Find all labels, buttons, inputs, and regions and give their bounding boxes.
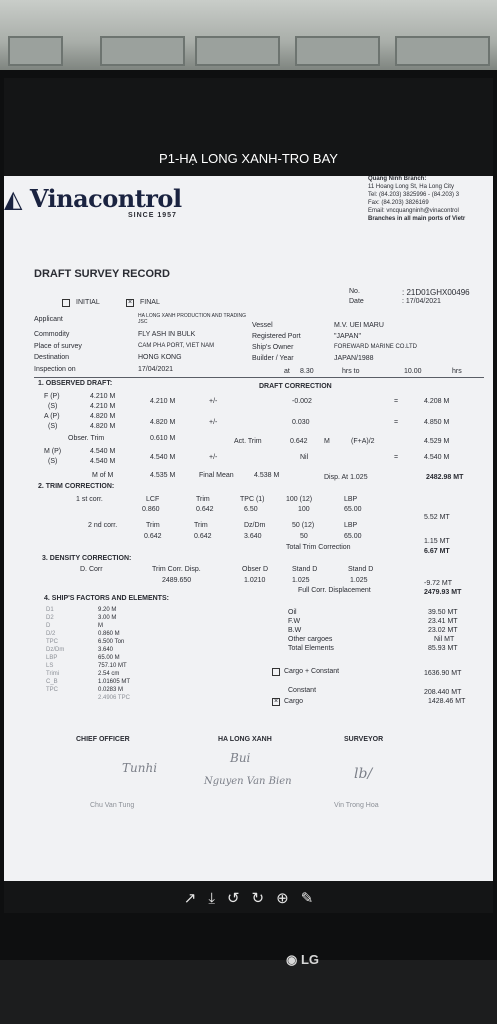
factor-value: 3.00 M bbox=[98, 615, 117, 621]
destination-value: HONG KONG bbox=[138, 354, 182, 361]
factor-value: 65.00 M bbox=[98, 655, 120, 661]
factor-value: 3.640 bbox=[98, 647, 114, 653]
density-heading: 3. DENSITY CORRECTION: bbox=[42, 555, 132, 562]
equals: = bbox=[394, 398, 399, 405]
other-label: Other cargoes bbox=[288, 636, 333, 643]
density-obs-value: 1.0210 bbox=[244, 577, 266, 584]
ms-label: (S) bbox=[48, 458, 58, 465]
disp-value: 2482.98 MT bbox=[426, 474, 464, 481]
shelf bbox=[195, 36, 280, 66]
factor-value: 9.20 M bbox=[98, 607, 117, 613]
surveyor-label: SURVEYOR bbox=[344, 736, 384, 743]
hundred-header: 100 (12) bbox=[286, 496, 313, 503]
surveyor-name: Vin Trong Hoa bbox=[334, 802, 379, 809]
at-label: at bbox=[284, 368, 290, 375]
r2-lbp: 65.00 bbox=[344, 533, 362, 540]
no-value: : 21D01GHX00496 bbox=[402, 288, 470, 297]
branch-line: Tel: (84.203) 3825996 - (84.203) 3 bbox=[368, 192, 460, 198]
stand-d2-label: Stand D bbox=[348, 566, 374, 573]
r1-tpc: 6.50 bbox=[244, 506, 258, 513]
m-result: 4.540 M bbox=[424, 454, 450, 461]
ap-label: A (P) bbox=[44, 413, 60, 420]
hrs-label: hrs bbox=[452, 368, 462, 375]
vessel-label: Vessel bbox=[252, 322, 273, 329]
dzdm-header: Dz/Dm bbox=[244, 522, 266, 529]
surveyor-signature: lb/ bbox=[354, 766, 373, 782]
company-sign-label: HA LONG XANH bbox=[218, 736, 272, 743]
factor-label: Trimi bbox=[46, 671, 60, 677]
disp-label: Disp. At 1.025 bbox=[324, 474, 368, 481]
share-icon[interactable]: ↗ bbox=[183, 890, 197, 907]
cargo-label: Cargo bbox=[284, 698, 304, 705]
f-result: 4.208 M bbox=[424, 398, 450, 405]
oil-value: 39.50 MT bbox=[428, 609, 458, 616]
applicant-label: Applicant bbox=[34, 316, 63, 323]
other-value: Nil MT bbox=[434, 636, 455, 643]
a-mean: 4.820 M bbox=[150, 419, 176, 426]
cargo-constant-checkbox bbox=[272, 668, 280, 676]
tpc-header: TPC (1) bbox=[240, 496, 265, 503]
download-icon[interactable]: ⤓ bbox=[208, 889, 215, 907]
owner-value: FOREWARD MARINE CO.LTD bbox=[334, 344, 418, 350]
factor-value: 1.01605 MT bbox=[98, 679, 131, 685]
total-elements-label: Total Elements bbox=[288, 645, 334, 652]
fp-value: 4.210 M bbox=[90, 393, 116, 400]
fp-label: F (P) bbox=[44, 393, 60, 400]
shelf bbox=[295, 36, 380, 66]
factor-value: 6.500 Ton bbox=[98, 639, 125, 645]
trim-header: Trim bbox=[196, 496, 210, 503]
fw-value: 23.41 MT bbox=[428, 618, 458, 625]
factor-label: D/2 bbox=[46, 631, 56, 637]
equals: = bbox=[394, 454, 399, 461]
f-correction: -0.002 bbox=[292, 398, 312, 405]
shelf bbox=[395, 36, 490, 66]
at-value: 8.30 bbox=[300, 368, 314, 375]
builder-value: JAPAN/1988 bbox=[334, 355, 374, 362]
no-label: No. bbox=[349, 288, 360, 295]
fs-label: (S) bbox=[48, 403, 58, 410]
factor-label: TPC bbox=[46, 639, 58, 645]
vessel-value: M.V. UEI MARU bbox=[334, 322, 384, 329]
builder-label: Builder / Year bbox=[252, 355, 294, 362]
factor-label: LS bbox=[46, 663, 54, 669]
initial-label: INITIAL bbox=[76, 299, 100, 306]
lbp-header: LBP bbox=[344, 522, 358, 529]
obser-d-label: Obser D bbox=[242, 566, 269, 573]
fifty-header: 50 (12) bbox=[292, 522, 315, 529]
branch-line: Quang Ninh Branch: bbox=[368, 176, 427, 182]
r2-dzdm: 3.640 bbox=[244, 533, 262, 540]
divider bbox=[34, 377, 484, 378]
a-correction: 0.030 bbox=[292, 419, 310, 426]
density-std-value: 1.025 bbox=[292, 577, 310, 584]
density-std2-value: 1.025 bbox=[350, 577, 368, 584]
m-mean: 4.540 M bbox=[150, 454, 176, 461]
background-room bbox=[0, 0, 497, 70]
ap-value: 4.820 M bbox=[90, 413, 116, 420]
place-value: CAM PHA PORT, VIET NAM bbox=[138, 343, 215, 349]
trim-header: Trim bbox=[194, 522, 208, 529]
date-label: Date bbox=[349, 298, 364, 305]
factor-label: TPC bbox=[46, 687, 58, 693]
mom-value: 4.535 M bbox=[150, 472, 176, 479]
lg-logo: ◉ LG bbox=[286, 952, 320, 967]
branch-line: Fax: (84.203) 3826169 bbox=[368, 200, 429, 206]
mom-label: M of M bbox=[92, 472, 114, 479]
factor-label: D2 bbox=[46, 615, 54, 621]
fw-label: F.W bbox=[288, 618, 301, 625]
lcf-header: LCF bbox=[146, 496, 160, 503]
density-result: -9.72 MT bbox=[424, 580, 453, 587]
cargo-value: 1428.46 MT bbox=[428, 698, 466, 705]
r2-trim2: 0.642 bbox=[194, 533, 212, 540]
company-logo: ◭ Vinacontrol bbox=[4, 184, 182, 213]
branch-line: Branches in all main ports of Vietr bbox=[368, 216, 466, 222]
destination-label: Destination bbox=[34, 354, 70, 361]
r1-result: 5.52 MT bbox=[424, 514, 450, 521]
mp-value: 4.540 M bbox=[90, 448, 116, 455]
plus-minus: +/- bbox=[209, 398, 218, 405]
hrs-to-label: hrs to bbox=[342, 368, 360, 375]
obs-trim-value: 0.610 M bbox=[150, 435, 176, 442]
bw-value: 23.02 MT bbox=[428, 627, 458, 634]
trim-heading: 2. TRIM CORRECTION: bbox=[38, 483, 115, 490]
constant-value: 208.440 MT bbox=[424, 689, 462, 696]
act-trim-value: 0.642 bbox=[290, 438, 308, 445]
total-trim-label: Total Trim Correction bbox=[286, 544, 351, 551]
m-unit: M bbox=[324, 438, 330, 445]
owner-label: Ship's Owner bbox=[252, 344, 294, 351]
stand-d-label: Stand D bbox=[292, 566, 318, 573]
r2-result: 1.15 MT bbox=[424, 538, 450, 545]
factor-value: 2.54 cm bbox=[98, 671, 120, 677]
r1-lcf: 0.860 bbox=[142, 506, 160, 513]
port-value: "JAPAN" bbox=[334, 333, 362, 340]
full-corr-label: Full Corr. Displacement bbox=[298, 587, 371, 594]
r1-trim: 0.642 bbox=[196, 506, 214, 513]
record-title: DRAFT SURVEY RECORD bbox=[34, 268, 170, 280]
full-corr-value: 2479.93 MT bbox=[424, 589, 462, 596]
second-corr-label: 2 nd corr. bbox=[88, 522, 118, 529]
m-correction: Nil bbox=[300, 454, 309, 461]
shelf bbox=[100, 36, 185, 66]
factor-value: 0.860 M bbox=[98, 631, 120, 637]
dcorr-label: D. Corr bbox=[80, 566, 103, 573]
place-label: Place of survey bbox=[34, 343, 82, 350]
r2-fifty: 50 bbox=[300, 533, 308, 540]
factor-value: M bbox=[98, 623, 103, 629]
monitor-screen bbox=[4, 78, 493, 913]
rotate-right-icon[interactable]: ↻ bbox=[251, 890, 265, 907]
shelf bbox=[8, 36, 63, 66]
window-title: P1-HẠ LONG XANH-TRO BAY bbox=[159, 151, 338, 166]
port-label: Registered Port bbox=[252, 333, 301, 340]
factor-extra: 2.4906 TPC bbox=[98, 695, 130, 701]
factor-value: 0.0283 M bbox=[98, 687, 124, 693]
chief-officer-label: CHIEF OFFICER bbox=[76, 736, 130, 743]
as-value: 4.820 M bbox=[90, 423, 116, 430]
lbp-header: LBP bbox=[344, 496, 358, 503]
commodity-label: Commodity bbox=[34, 331, 70, 338]
total-elements-value: 85.93 MT bbox=[428, 645, 458, 652]
factor-label: D1 bbox=[46, 607, 54, 613]
f-mean: 4.210 M bbox=[150, 398, 176, 405]
rotate-left-icon[interactable]: ↺ bbox=[226, 890, 240, 907]
cargo-constant-label: Cargo + Constant bbox=[284, 668, 340, 675]
plus-minus: +/- bbox=[209, 419, 218, 426]
document-view[interactable] bbox=[4, 176, 493, 881]
since-label: SINCE 1957 bbox=[128, 212, 177, 219]
chief-name: Chu Van Tung bbox=[90, 802, 135, 809]
commodity-value: FLY ASH IN BULK bbox=[138, 331, 196, 338]
final-mean-value: 4.538 M bbox=[254, 472, 280, 479]
as-label: (S) bbox=[48, 423, 58, 430]
final-mean-label: Final Mean bbox=[199, 472, 234, 479]
factors-heading: 4. SHIP'S FACTORS AND ELEMENTS: bbox=[44, 595, 169, 602]
company-signature: Bui bbox=[230, 751, 251, 765]
total-trim-value: 6.67 MT bbox=[424, 548, 450, 555]
final-checkbox: × bbox=[127, 299, 133, 306]
inspection-value: 17/04/2021 bbox=[138, 366, 174, 373]
branch-line: 11 Hoang Long St, Ha Long City bbox=[368, 184, 454, 190]
chief-signature: Tunhi bbox=[122, 761, 158, 775]
density-disp-value: 2489.650 bbox=[162, 577, 192, 584]
factor-value: 757.10 MT bbox=[98, 663, 127, 669]
trim-header: Trim bbox=[146, 522, 160, 529]
cargo-constant-value: 1636.90 MT bbox=[424, 670, 462, 677]
fs-value: 4.210 M bbox=[90, 403, 116, 410]
edit-icon[interactable]: ✎ bbox=[300, 890, 314, 907]
factor-label: D bbox=[46, 623, 51, 629]
factor-label: LBP bbox=[46, 655, 58, 661]
obs-trim-label: Obser. Trim bbox=[68, 435, 105, 442]
constant-label: Constant bbox=[288, 687, 317, 694]
fa2-result: 4.529 M bbox=[424, 438, 450, 445]
act-trim-label: Act. Trim bbox=[234, 438, 262, 445]
branch-line: Email: vncquangninh@vinacontrol bbox=[368, 208, 459, 214]
cargo-checkbox: × bbox=[273, 698, 279, 705]
inspection-label: Inspection on bbox=[34, 366, 76, 373]
initial-checkbox bbox=[62, 299, 70, 307]
trim-corr-disp-label: Trim Corr. Disp. bbox=[152, 566, 201, 573]
fa2-label: (F+A)/2 bbox=[351, 438, 375, 445]
r1-lbp: 65.00 bbox=[344, 506, 362, 513]
oil-label: Oil bbox=[288, 609, 297, 616]
equals: = bbox=[394, 419, 399, 426]
bw-label: B.W bbox=[288, 627, 302, 634]
final-label: FINAL bbox=[140, 299, 160, 306]
factor-label: C_B bbox=[46, 679, 58, 685]
ms-value: 4.540 M bbox=[90, 458, 116, 465]
monitor-stand bbox=[0, 960, 497, 1024]
observed-heading: 1. OBSERVED DRAFT: bbox=[38, 380, 113, 387]
date-value: : 17/04/2021 bbox=[402, 298, 441, 305]
factor-label: Dz/Dm bbox=[46, 647, 65, 653]
mp-label: M (P) bbox=[44, 448, 62, 455]
applicant-value: HA LONG XANH PRODUCTION AND TRADING JSC bbox=[138, 313, 246, 325]
a-result: 4.850 M bbox=[424, 419, 450, 426]
company-signature: Nguyen Van Bien bbox=[204, 776, 292, 787]
r2-trim1: 0.642 bbox=[144, 533, 162, 540]
zoom-icon[interactable]: ⊕ bbox=[276, 890, 289, 907]
r1-hundred: 100 bbox=[298, 506, 310, 513]
plus-minus: +/- bbox=[209, 454, 218, 461]
viewer-toolbar bbox=[4, 883, 493, 913]
correction-heading: DRAFT CORRECTION bbox=[259, 383, 332, 390]
first-corr-label: 1 st corr. bbox=[76, 496, 103, 503]
to-value: 10.00 bbox=[404, 368, 422, 375]
